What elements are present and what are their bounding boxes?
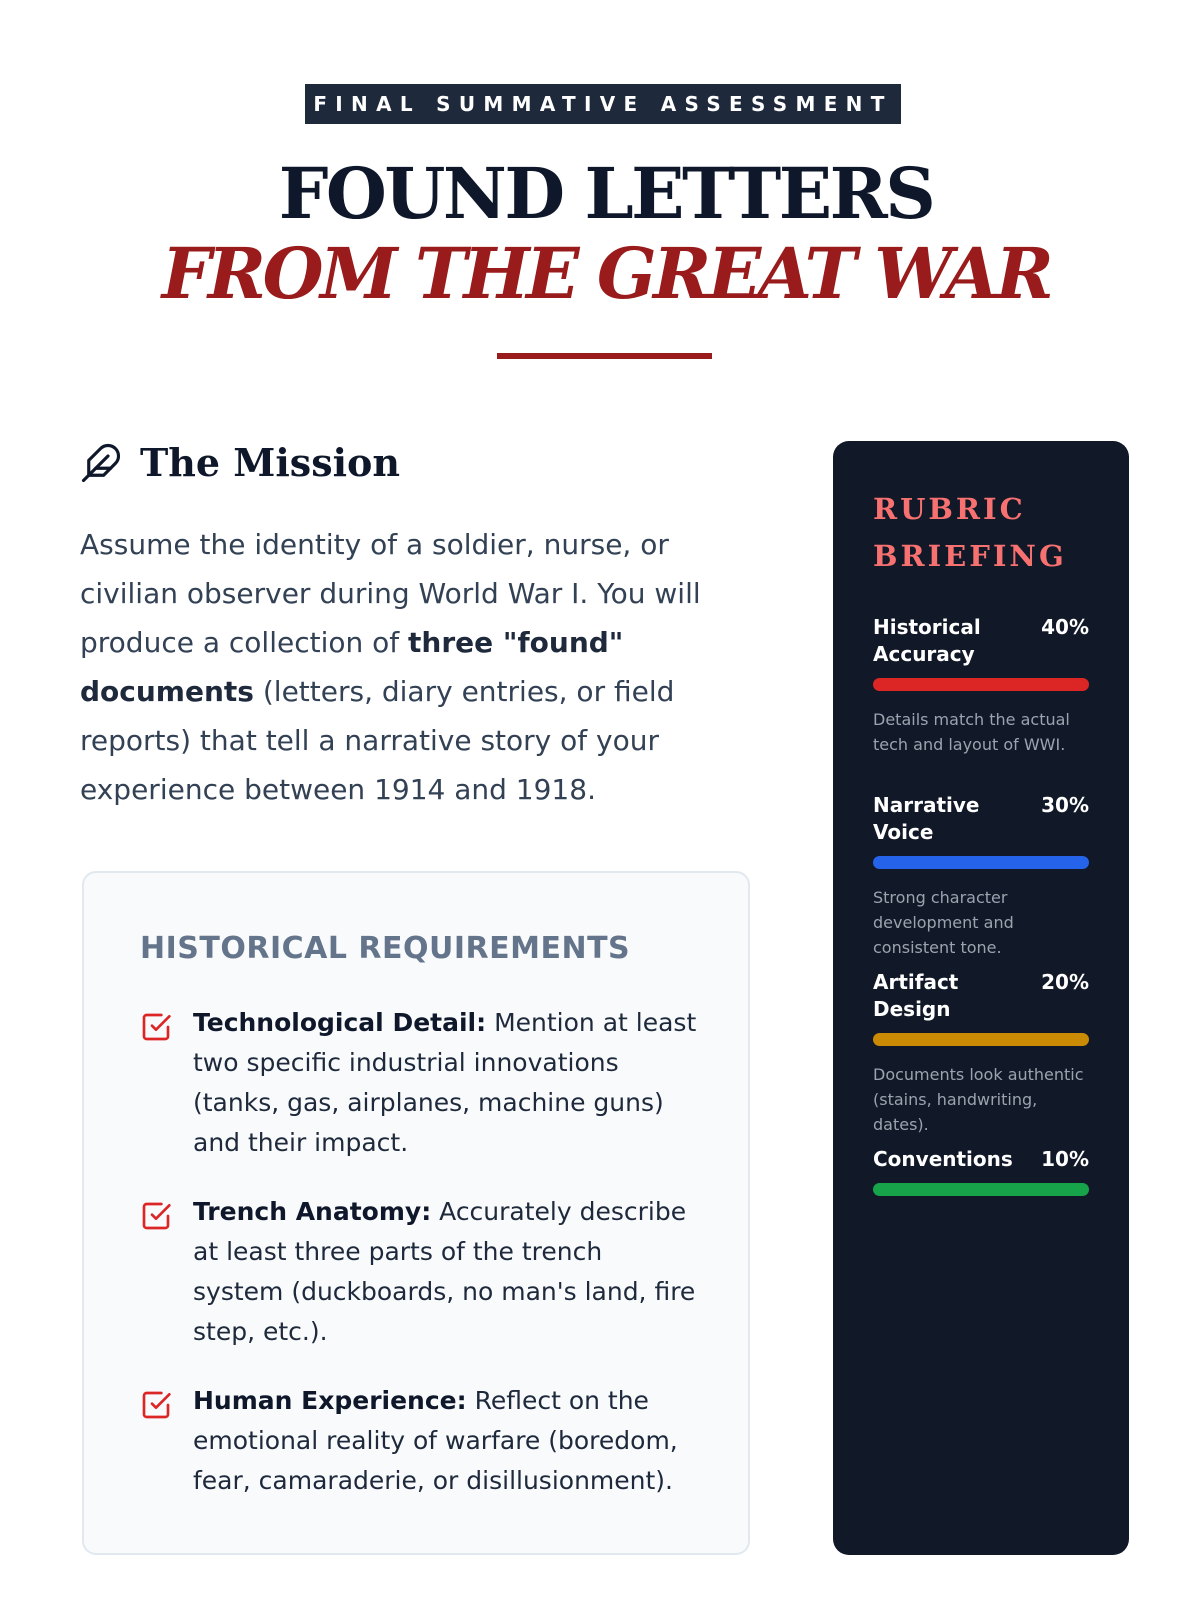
mission-text-part2: (letters, diary entries, or field reports) that tell a narrative story of your experience between 1914 and 1918.	[80, 675, 675, 806]
requirement-text	[193, 1381, 700, 1501]
criterion-weight: 10%	[1041, 1147, 1089, 1171]
rubric-criterion	[873, 1146, 1089, 1196]
requirements-list	[140, 1003, 700, 1530]
requirement-item	[140, 1381, 700, 1501]
rubric-panel	[833, 441, 1129, 1555]
rubric-criterion	[873, 614, 1089, 757]
requirement-body: Accurately describe at least three parts of the trench system (duckboards, no man's land, fire step, etc.).	[193, 1197, 696, 1346]
criterion-weight: 20%	[1041, 970, 1089, 994]
checkbox-checked-icon	[140, 1200, 172, 1232]
checkbox-checked-icon	[140, 1011, 172, 1043]
mission-heading	[80, 440, 400, 485]
criterion-bar	[873, 678, 1089, 691]
criterion-weight: 40%	[1041, 615, 1089, 639]
feather-icon	[80, 442, 122, 484]
title-divider	[497, 353, 712, 359]
rubric-criterion	[873, 969, 1089, 1137]
criterion-name: Artifact Design	[873, 970, 959, 1021]
criterion-bar	[873, 1033, 1089, 1046]
requirement-text	[193, 1192, 700, 1352]
criterion-description: Documents look authentic (stains, handwriting, dates).	[873, 1065, 1084, 1134]
criterion-bar	[873, 1183, 1089, 1196]
requirements-title: HISTORICAL REQUIREMENTS	[140, 931, 631, 966]
requirements-panel	[82, 871, 750, 1555]
requirement-item	[140, 1003, 700, 1163]
criterion-name: Historical Accuracy	[873, 615, 981, 666]
requirement-label: Human Experience:	[193, 1386, 467, 1415]
requirement-label: Trench Anatomy:	[193, 1197, 432, 1226]
mission-description	[80, 520, 740, 814]
requirement-text	[193, 1003, 700, 1163]
rubric-title: RUBRIC BRIEFING	[873, 492, 1067, 573]
requirement-body: Mention at least two specific industrial innovations (tanks, gas, airplanes, machine guns) and their impact.	[193, 1008, 697, 1157]
mission-text-emphasis: three "found" documents	[80, 626, 624, 708]
requirement-body: Reflect on the emotional reality of warfare (boredom, fear, camaraderie, or disillusionment).	[193, 1386, 678, 1495]
mission-title: The Mission	[140, 440, 401, 485]
requirement-item	[140, 1192, 700, 1352]
criterion-name: Conventions	[873, 1147, 1013, 1171]
checkbox-checked-icon	[140, 1389, 172, 1421]
assessment-tag: FINAL SUMMATIVE ASSESSMENT	[305, 84, 901, 124]
page-title: FOUND LETTERS	[278, 152, 934, 235]
page-subtitle: FROM THE GREAT WAR	[161, 232, 1051, 315]
criterion-description: Strong character development and consistent tone.	[873, 888, 1014, 957]
rubric-criterion	[873, 792, 1089, 960]
criterion-bar	[873, 856, 1089, 869]
criterion-description: Details match the actual tech and layout of WWI.	[873, 710, 1070, 754]
criterion-name: Narrative Voice	[873, 793, 980, 844]
requirement-label: Technological Detail:	[193, 1008, 487, 1037]
mission-text-part1: Assume the identity of a soldier, nurse, or civilian observer during World War I. You will produce a collection of	[80, 528, 701, 659]
criterion-weight: 30%	[1041, 793, 1089, 817]
